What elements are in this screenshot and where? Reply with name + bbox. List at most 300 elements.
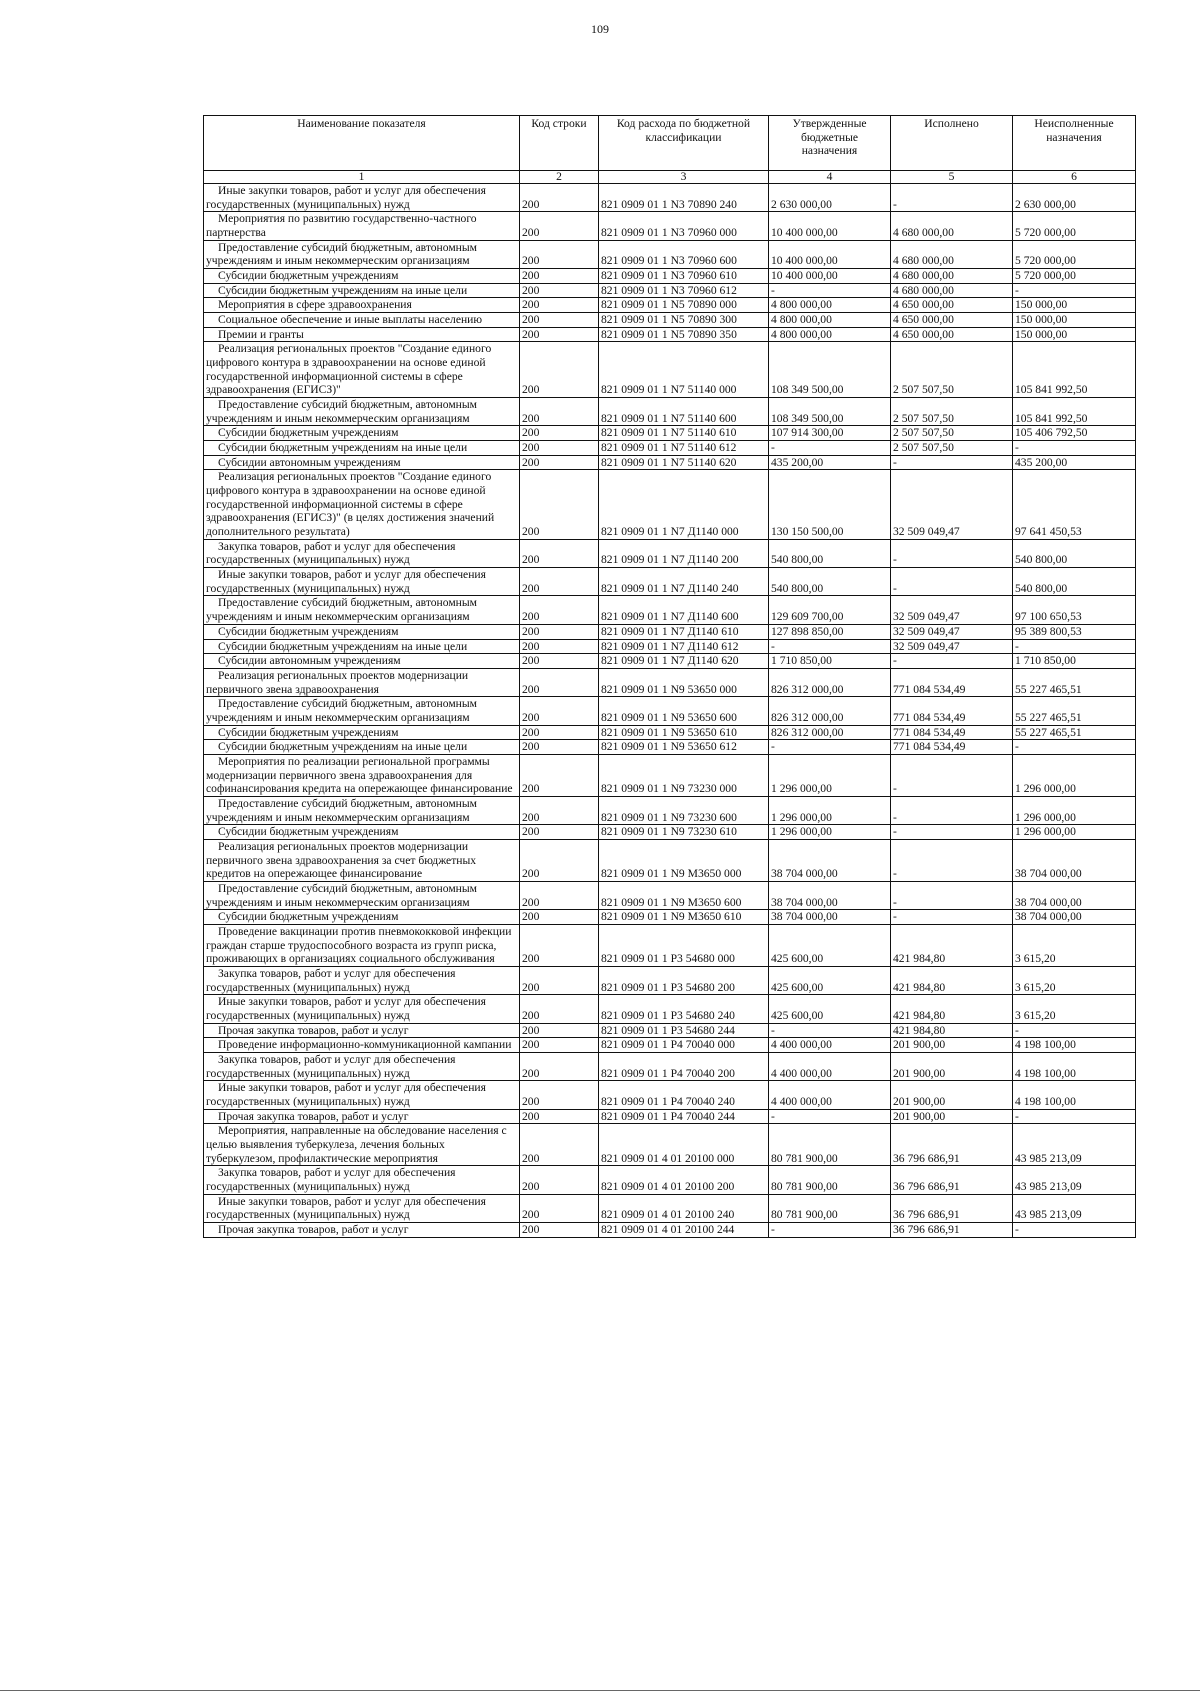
cell-line-code: 200 <box>520 1166 599 1194</box>
cell-executed: 771 084 534,49 <box>891 697 1013 725</box>
table-row <box>204 596 1136 624</box>
cell-line-code: 200 <box>520 455 599 470</box>
cell-expense-code: 821 0909 01 4 01 20100 240 <box>599 1194 769 1222</box>
cell-unexecuted: 4 198 100,00 <box>1013 1052 1136 1080</box>
header-approved: Утвержденные бюджетные назначения <box>769 116 891 171</box>
cell-executed: 421 984,80 <box>891 966 1013 994</box>
cell-unexecuted: - <box>1013 1223 1136 1238</box>
cell-expense-code: 821 0909 01 1 P4 70040 200 <box>599 1052 769 1080</box>
cell-approved: 4 800 000,00 <box>769 313 891 328</box>
cell-executed: 2 507 507,50 <box>891 398 1013 426</box>
header-expense-code: Код расхода по бюджетной классификации <box>599 116 769 171</box>
cell-expense-code: 821 0909 01 1 N7 Д1140 612 <box>599 639 769 654</box>
cell-expense-code: 821 0909 01 1 N9 M3650 000 <box>599 839 769 881</box>
cell-executed: 32 509 049,47 <box>891 624 1013 639</box>
cell-expense-code: 821 0909 01 1 N7 Д1140 600 <box>599 596 769 624</box>
cell-expense-code: 821 0909 01 1 N3 70960 600 <box>599 240 769 268</box>
column-number: 4 <box>769 171 891 184</box>
cell-unexecuted: 435 200,00 <box>1013 455 1136 470</box>
cell-indicator-name: Предоставление субсидий бюджетным, автономным учреждениям и иным некоммерческим организациям <box>204 596 520 624</box>
cell-expense-code: 821 0909 01 1 P3 54680 000 <box>599 924 769 966</box>
cell-line-code: 200 <box>520 725 599 740</box>
table-row <box>204 441 1136 456</box>
cell-approved: 540 800,00 <box>769 539 891 567</box>
cell-indicator-name: Предоставление субсидий бюджетным, автономным учреждениям и иным некоммерческим организациям <box>204 881 520 909</box>
cell-executed: 421 984,80 <box>891 924 1013 966</box>
column-number-row <box>204 171 1136 184</box>
table-row <box>204 740 1136 755</box>
cell-line-code: 200 <box>520 1124 599 1166</box>
cell-line-code: 200 <box>520 283 599 298</box>
cell-line-code: 200 <box>520 441 599 456</box>
cell-executed: 201 900,00 <box>891 1038 1013 1053</box>
cell-approved: 425 600,00 <box>769 966 891 994</box>
cell-expense-code: 821 0909 01 1 P4 70040 240 <box>599 1081 769 1109</box>
cell-unexecuted: 97 100 650,53 <box>1013 596 1136 624</box>
cell-expense-code: 821 0909 01 1 N5 70890 300 <box>599 313 769 328</box>
cell-indicator-name: Субсидии бюджетным учреждениям на иные цели <box>204 441 520 456</box>
cell-line-code: 200 <box>520 1081 599 1109</box>
cell-line-code: 200 <box>520 212 599 240</box>
cell-approved: 108 349 500,00 <box>769 342 891 398</box>
cell-approved: 38 704 000,00 <box>769 881 891 909</box>
table-row <box>204 283 1136 298</box>
cell-indicator-name: Субсидии бюджетным учреждениям на иные цели <box>204 740 520 755</box>
cell-executed: - <box>891 754 1013 796</box>
cell-unexecuted: 43 985 213,09 <box>1013 1166 1136 1194</box>
cell-approved: 4 400 000,00 <box>769 1038 891 1053</box>
cell-expense-code: 821 0909 01 1 N7 Д1140 240 <box>599 568 769 596</box>
cell-line-code: 200 <box>520 1223 599 1238</box>
cell-indicator-name: Иные закупки товаров, работ и услуг для обеспечения государственных (муниципальных) нужд <box>204 1194 520 1222</box>
cell-indicator-name: Премии и гранты <box>204 327 520 342</box>
table-row <box>204 1194 1136 1222</box>
cell-approved: 127 898 850,00 <box>769 624 891 639</box>
cell-unexecuted: 540 800,00 <box>1013 568 1136 596</box>
cell-expense-code: 821 0909 01 4 01 20100 000 <box>599 1124 769 1166</box>
cell-line-code: 200 <box>520 1194 599 1222</box>
cell-indicator-name: Иные закупки товаров, работ и услуг для обеспечения государственных (муниципальных) нужд <box>204 995 520 1023</box>
cell-indicator-name: Иные закупки товаров, работ и услуг для обеспечения государственных (муниципальных) нужд <box>204 184 520 212</box>
cell-line-code: 200 <box>520 184 599 212</box>
cell-executed: 421 984,80 <box>891 995 1013 1023</box>
cell-line-code: 200 <box>520 910 599 925</box>
cell-line-code: 200 <box>520 654 599 669</box>
cell-executed: 4 680 000,00 <box>891 283 1013 298</box>
cell-approved: 4 400 000,00 <box>769 1052 891 1080</box>
budget-execution-table <box>203 115 1136 1238</box>
cell-unexecuted: 5 720 000,00 <box>1013 212 1136 240</box>
cell-expense-code: 821 0909 01 1 N9 M3650 600 <box>599 881 769 909</box>
table-row <box>204 212 1136 240</box>
cell-indicator-name: Субсидии автономным учреждениям <box>204 455 520 470</box>
cell-expense-code: 821 0909 01 1 P3 54680 244 <box>599 1023 769 1038</box>
cell-approved: 38 704 000,00 <box>769 839 891 881</box>
cell-approved: - <box>769 639 891 654</box>
cell-unexecuted: 55 227 465,51 <box>1013 725 1136 740</box>
cell-expense-code: 821 0909 01 1 N9 53650 600 <box>599 697 769 725</box>
cell-unexecuted: - <box>1013 639 1136 654</box>
cell-approved: 4 800 000,00 <box>769 327 891 342</box>
cell-approved: 80 781 900,00 <box>769 1166 891 1194</box>
cell-unexecuted: 5 720 000,00 <box>1013 240 1136 268</box>
table-row <box>204 455 1136 470</box>
cell-indicator-name: Реализация региональных проектов модернизации первичного звена здравоохранения <box>204 668 520 696</box>
column-number: 1 <box>204 171 520 184</box>
cell-line-code: 200 <box>520 668 599 696</box>
table-row <box>204 668 1136 696</box>
cell-line-code: 200 <box>520 1109 599 1124</box>
cell-expense-code: 821 0909 01 1 N5 70890 000 <box>599 298 769 313</box>
cell-executed: - <box>891 796 1013 824</box>
cell-unexecuted: 38 704 000,00 <box>1013 881 1136 909</box>
cell-indicator-name: Социальное обеспечение и иные выплаты населению <box>204 313 520 328</box>
cell-approved: - <box>769 1223 891 1238</box>
cell-approved: 130 150 500,00 <box>769 470 891 539</box>
cell-approved: 38 704 000,00 <box>769 910 891 925</box>
cell-unexecuted: 540 800,00 <box>1013 539 1136 567</box>
table-row <box>204 1124 1136 1166</box>
cell-line-code: 200 <box>520 639 599 654</box>
table-row <box>204 240 1136 268</box>
cell-expense-code: 821 0909 01 1 N7 51140 620 <box>599 455 769 470</box>
cell-indicator-name: Мероприятия по реализации региональной программы модернизации первичного звена здравоохранения для софинансирования кредита на опережающее финансирование <box>204 754 520 796</box>
cell-expense-code: 821 0909 01 1 N9 73230 000 <box>599 754 769 796</box>
cell-unexecuted: - <box>1013 1023 1136 1038</box>
header-indicator-name: Наименование показателя <box>204 116 520 171</box>
cell-indicator-name: Прочая закупка товаров, работ и услуг <box>204 1109 520 1124</box>
cell-approved: - <box>769 441 891 456</box>
table-row <box>204 327 1136 342</box>
cell-indicator-name: Прочая закупка товаров, работ и услуг <box>204 1223 520 1238</box>
cell-approved: 80 781 900,00 <box>769 1194 891 1222</box>
cell-line-code: 200 <box>520 754 599 796</box>
cell-executed: 201 900,00 <box>891 1109 1013 1124</box>
cell-line-code: 200 <box>520 881 599 909</box>
cell-expense-code: 821 0909 01 1 N3 70960 610 <box>599 269 769 284</box>
cell-unexecuted: 150 000,00 <box>1013 327 1136 342</box>
cell-executed: 36 796 686,91 <box>891 1166 1013 1194</box>
table-row <box>204 654 1136 669</box>
cell-approved: - <box>769 740 891 755</box>
cell-line-code: 200 <box>520 240 599 268</box>
cell-approved: 1 710 850,00 <box>769 654 891 669</box>
cell-indicator-name: Субсидии автономным учреждениям <box>204 654 520 669</box>
cell-expense-code: 821 0909 01 1 P3 54680 240 <box>599 995 769 1023</box>
header-unexecuted: Неисполненные назначения <box>1013 116 1136 171</box>
cell-indicator-name: Закупка товаров, работ и услуг для обеспечения государственных (муниципальных) нужд <box>204 1052 520 1080</box>
cell-unexecuted: 55 227 465,51 <box>1013 697 1136 725</box>
cell-line-code: 200 <box>520 269 599 284</box>
cell-indicator-name: Субсидии бюджетным учреждениям <box>204 426 520 441</box>
cell-executed: 2 507 507,50 <box>891 342 1013 398</box>
cell-line-code: 200 <box>520 624 599 639</box>
cell-expense-code: 821 0909 01 1 N5 70890 350 <box>599 327 769 342</box>
cell-executed: 201 900,00 <box>891 1081 1013 1109</box>
column-number: 2 <box>520 171 599 184</box>
cell-approved: - <box>769 283 891 298</box>
header-row <box>204 116 1136 171</box>
page-number: 109 <box>591 22 609 36</box>
cell-approved: 4 800 000,00 <box>769 298 891 313</box>
cell-approved: 826 312 000,00 <box>769 697 891 725</box>
cell-indicator-name: Субсидии бюджетным учреждениям <box>204 624 520 639</box>
cell-indicator-name: Проведение вакцинации против пневмококковой инфекции граждан старше трудоспособного возраста из групп риска, проживающих в организациях социального обслуживания <box>204 924 520 966</box>
cell-indicator-name: Субсидии бюджетным учреждениям на иные цели <box>204 639 520 654</box>
header-line-code: Код строки <box>520 116 599 171</box>
cell-expense-code: 821 0909 01 1 N7 51140 000 <box>599 342 769 398</box>
cell-approved: 425 600,00 <box>769 995 891 1023</box>
cell-approved: 10 400 000,00 <box>769 212 891 240</box>
cell-unexecuted: 3 615,20 <box>1013 995 1136 1023</box>
table-row <box>204 1038 1136 1053</box>
cell-unexecuted: 105 406 792,50 <box>1013 426 1136 441</box>
cell-expense-code: 821 0909 01 4 01 20100 244 <box>599 1223 769 1238</box>
cell-unexecuted: 5 720 000,00 <box>1013 269 1136 284</box>
cell-executed: 771 084 534,49 <box>891 740 1013 755</box>
table-row <box>204 398 1136 426</box>
cell-line-code: 200 <box>520 697 599 725</box>
cell-indicator-name: Иные закупки товаров, работ и услуг для обеспечения государственных (муниципальных) нужд <box>204 568 520 596</box>
cell-unexecuted: 38 704 000,00 <box>1013 839 1136 881</box>
cell-line-code: 200 <box>520 1052 599 1080</box>
cell-line-code: 200 <box>520 1023 599 1038</box>
cell-unexecuted: 105 841 992,50 <box>1013 398 1136 426</box>
cell-expense-code: 821 0909 01 1 N9 M3650 610 <box>599 910 769 925</box>
cell-expense-code: 821 0909 01 1 N7 Д1140 620 <box>599 654 769 669</box>
cell-line-code: 200 <box>520 995 599 1023</box>
cell-approved: 540 800,00 <box>769 568 891 596</box>
cell-unexecuted: - <box>1013 740 1136 755</box>
cell-unexecuted: 1 296 000,00 <box>1013 825 1136 840</box>
cell-approved: 826 312 000,00 <box>769 725 891 740</box>
cell-expense-code: 821 0909 01 1 N7 Д1140 000 <box>599 470 769 539</box>
cell-executed: 32 509 049,47 <box>891 639 1013 654</box>
cell-executed: - <box>891 825 1013 840</box>
cell-approved: 1 296 000,00 <box>769 825 891 840</box>
table-row <box>204 470 1136 539</box>
cell-executed: 2 507 507,50 <box>891 441 1013 456</box>
cell-expense-code: 821 0909 01 1 N7 Д1140 610 <box>599 624 769 639</box>
cell-approved: - <box>769 1023 891 1038</box>
cell-unexecuted: 4 198 100,00 <box>1013 1038 1136 1053</box>
cell-line-code: 200 <box>520 839 599 881</box>
cell-executed: 4 650 000,00 <box>891 298 1013 313</box>
cell-expense-code: 821 0909 01 1 N3 70890 240 <box>599 184 769 212</box>
cell-line-code: 200 <box>520 740 599 755</box>
cell-expense-code: 821 0909 01 1 N7 51140 600 <box>599 398 769 426</box>
cell-approved: 80 781 900,00 <box>769 1124 891 1166</box>
cell-indicator-name: Закупка товаров, работ и услуг для обеспечения государственных (муниципальных) нужд <box>204 1166 520 1194</box>
table-row <box>204 839 1136 881</box>
column-number: 5 <box>891 171 1013 184</box>
cell-executed: - <box>891 839 1013 881</box>
table-row <box>204 342 1136 398</box>
table-row <box>204 1052 1136 1080</box>
cell-executed: - <box>891 539 1013 567</box>
cell-approved: 108 349 500,00 <box>769 398 891 426</box>
cell-indicator-name: Реализация региональных проектов "Создание единого цифрового контура в здравоохранении на основе единой государственной информационной системы в сфере здравоохранения (ЕГИСЗ)" (в целях достижения значений дополнительного результата) <box>204 470 520 539</box>
cell-line-code: 200 <box>520 924 599 966</box>
table-row <box>204 725 1136 740</box>
cell-executed: 421 984,80 <box>891 1023 1013 1038</box>
cell-line-code: 200 <box>520 298 599 313</box>
table-row <box>204 269 1136 284</box>
cell-executed: 4 680 000,00 <box>891 212 1013 240</box>
cell-unexecuted: - <box>1013 283 1136 298</box>
cell-indicator-name: Прочая закупка товаров, работ и услуг <box>204 1023 520 1038</box>
cell-line-code: 200 <box>520 825 599 840</box>
cell-unexecuted: 55 227 465,51 <box>1013 668 1136 696</box>
cell-unexecuted: 1 710 850,00 <box>1013 654 1136 669</box>
cell-expense-code: 821 0909 01 1 N7 Д1140 200 <box>599 539 769 567</box>
cell-executed: 771 084 534,49 <box>891 668 1013 696</box>
header-executed: Исполнено <box>891 116 1013 171</box>
cell-indicator-name: Субсидии бюджетным учреждениям <box>204 269 520 284</box>
table-row <box>204 910 1136 925</box>
cell-approved: 1 296 000,00 <box>769 754 891 796</box>
cell-approved: 1 296 000,00 <box>769 796 891 824</box>
cell-indicator-name: Предоставление субсидий бюджетным, автономным учреждениям и иным некоммерческим организациям <box>204 240 520 268</box>
cell-executed: - <box>891 910 1013 925</box>
cell-line-code: 200 <box>520 313 599 328</box>
table-row <box>204 313 1136 328</box>
cell-expense-code: 821 0909 01 1 N9 73230 600 <box>599 796 769 824</box>
cell-indicator-name: Мероприятия по развитию государственно-частного партнерства <box>204 212 520 240</box>
cell-line-code: 200 <box>520 539 599 567</box>
cell-approved: 4 400 000,00 <box>769 1081 891 1109</box>
table-row <box>204 796 1136 824</box>
cell-expense-code: 821 0909 01 1 N9 53650 000 <box>599 668 769 696</box>
table-row <box>204 1166 1136 1194</box>
cell-indicator-name: Субсидии бюджетным учреждениям <box>204 910 520 925</box>
cell-line-code: 200 <box>520 470 599 539</box>
scan-edge-line <box>0 1690 1200 1691</box>
cell-unexecuted: 3 615,20 <box>1013 924 1136 966</box>
cell-expense-code: 821 0909 01 1 N7 51140 612 <box>599 441 769 456</box>
cell-expense-code: 821 0909 01 1 P4 70040 244 <box>599 1109 769 1124</box>
cell-executed: - <box>891 568 1013 596</box>
cell-line-code: 200 <box>520 966 599 994</box>
cell-unexecuted: - <box>1013 1109 1136 1124</box>
cell-executed: 32 509 049,47 <box>891 470 1013 539</box>
cell-unexecuted: 105 841 992,50 <box>1013 342 1136 398</box>
table-row <box>204 426 1136 441</box>
cell-indicator-name: Закупка товаров, работ и услуг для обеспечения государственных (муниципальных) нужд <box>204 966 520 994</box>
cell-executed: 771 084 534,49 <box>891 725 1013 740</box>
cell-unexecuted: 3 615,20 <box>1013 966 1136 994</box>
cell-unexecuted: 43 985 213,09 <box>1013 1194 1136 1222</box>
cell-executed: 4 680 000,00 <box>891 269 1013 284</box>
cell-expense-code: 821 0909 01 1 N3 70960 612 <box>599 283 769 298</box>
cell-approved: 129 609 700,00 <box>769 596 891 624</box>
cell-unexecuted: 97 641 450,53 <box>1013 470 1136 539</box>
table-row <box>204 1023 1136 1038</box>
cell-executed: 36 796 686,91 <box>891 1124 1013 1166</box>
cell-approved: 2 630 000,00 <box>769 184 891 212</box>
cell-unexecuted: 95 389 800,53 <box>1013 624 1136 639</box>
cell-indicator-name: Субсидии бюджетным учреждениям <box>204 725 520 740</box>
table-row <box>204 966 1136 994</box>
table-row <box>204 1109 1136 1124</box>
cell-indicator-name: Субсидии бюджетным учреждениям на иные цели <box>204 283 520 298</box>
table-row <box>204 184 1136 212</box>
cell-approved: 826 312 000,00 <box>769 668 891 696</box>
cell-indicator-name: Предоставление субсидий бюджетным, автономным учреждениям и иным некоммерческим организациям <box>204 398 520 426</box>
table-row <box>204 1223 1136 1238</box>
table-row <box>204 539 1136 567</box>
table-row <box>204 754 1136 796</box>
cell-line-code: 200 <box>520 426 599 441</box>
table-row <box>204 881 1136 909</box>
table-row <box>204 624 1136 639</box>
cell-indicator-name: Предоставление субсидий бюджетным, автономным учреждениям и иным некоммерческим организациям <box>204 796 520 824</box>
cell-indicator-name: Реализация региональных проектов "Создание единого цифрового контура в здравоохранении на основе единой государственной информационной системы в сфере здравоохранения (ЕГИСЗ)" <box>204 342 520 398</box>
cell-line-code: 200 <box>520 342 599 398</box>
cell-executed: 4 650 000,00 <box>891 327 1013 342</box>
table-row <box>204 1081 1136 1109</box>
cell-unexecuted: 38 704 000,00 <box>1013 910 1136 925</box>
cell-indicator-name: Реализация региональных проектов модернизации первичного звена здравоохранения за счет бюджетных кредитов на опережающее финансирование <box>204 839 520 881</box>
cell-indicator-name: Иные закупки товаров, работ и услуг для обеспечения государственных (муниципальных) нужд <box>204 1081 520 1109</box>
cell-executed: 36 796 686,91 <box>891 1223 1013 1238</box>
table-row <box>204 995 1136 1023</box>
column-number: 6 <box>1013 171 1136 184</box>
table-row <box>204 298 1136 313</box>
cell-unexecuted: - <box>1013 441 1136 456</box>
cell-approved: - <box>769 1109 891 1124</box>
cell-indicator-name: Закупка товаров, работ и услуг для обеспечения государственных (муниципальных) нужд <box>204 539 520 567</box>
cell-approved: 425 600,00 <box>769 924 891 966</box>
cell-unexecuted: 1 296 000,00 <box>1013 754 1136 796</box>
cell-executed: - <box>891 881 1013 909</box>
cell-expense-code: 821 0909 01 1 N9 53650 612 <box>599 740 769 755</box>
cell-executed: 32 509 049,47 <box>891 596 1013 624</box>
cell-line-code: 200 <box>520 398 599 426</box>
cell-approved: 107 914 300,00 <box>769 426 891 441</box>
table-row <box>204 825 1136 840</box>
cell-executed: 4 650 000,00 <box>891 313 1013 328</box>
cell-executed: 201 900,00 <box>891 1052 1013 1080</box>
cell-expense-code: 821 0909 01 1 N9 73230 610 <box>599 825 769 840</box>
cell-executed: - <box>891 654 1013 669</box>
cell-approved: 10 400 000,00 <box>769 240 891 268</box>
cell-approved: 435 200,00 <box>769 455 891 470</box>
cell-indicator-name: Предоставление субсидий бюджетным, автономным учреждениям и иным некоммерческим организациям <box>204 697 520 725</box>
table-body <box>204 184 1136 1238</box>
cell-line-code: 200 <box>520 596 599 624</box>
cell-expense-code: 821 0909 01 1 P3 54680 200 <box>599 966 769 994</box>
cell-executed: 2 507 507,50 <box>891 426 1013 441</box>
cell-unexecuted: 2 630 000,00 <box>1013 184 1136 212</box>
cell-expense-code: 821 0909 01 1 N3 70960 000 <box>599 212 769 240</box>
cell-unexecuted: 150 000,00 <box>1013 298 1136 313</box>
cell-executed: - <box>891 455 1013 470</box>
cell-indicator-name: Субсидии бюджетным учреждениям <box>204 825 520 840</box>
table-row <box>204 568 1136 596</box>
column-number: 3 <box>599 171 769 184</box>
cell-expense-code: 821 0909 01 4 01 20100 200 <box>599 1166 769 1194</box>
cell-executed: 36 796 686,91 <box>891 1194 1013 1222</box>
cell-expense-code: 821 0909 01 1 N9 53650 610 <box>599 725 769 740</box>
cell-expense-code: 821 0909 01 1 P4 70040 000 <box>599 1038 769 1053</box>
cell-approved: 10 400 000,00 <box>769 269 891 284</box>
table-row <box>204 697 1136 725</box>
cell-line-code: 200 <box>520 568 599 596</box>
cell-unexecuted: 1 296 000,00 <box>1013 796 1136 824</box>
cell-executed: - <box>891 184 1013 212</box>
cell-line-code: 200 <box>520 796 599 824</box>
